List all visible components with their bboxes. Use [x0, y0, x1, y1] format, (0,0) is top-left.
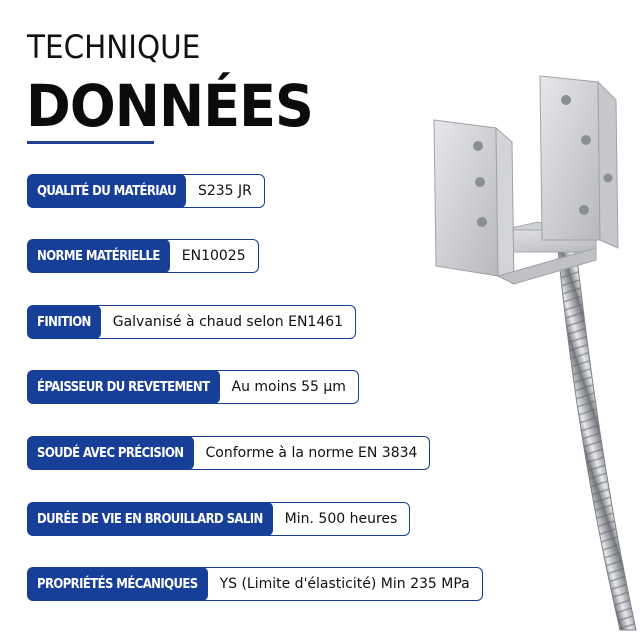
spec-row-material-quality	[27, 174, 265, 208]
spec-label: QUALITÉ DU MATÉRIAU	[27, 174, 186, 208]
page-subtitle: TECHNIQUE	[27, 28, 201, 66]
title-underline	[27, 141, 154, 144]
spec-value: Galvanisé à chaud selon EN1461	[95, 305, 356, 339]
spec-row-salt-spray-life	[27, 502, 410, 536]
spec-label: NORME MATÉRIELLE	[27, 239, 170, 273]
spec-value: EN10025	[164, 239, 259, 273]
u-post-anchor-image	[420, 70, 640, 640]
spec-value: YS (Limite d'élasticité) Min 235 MPa	[202, 567, 483, 601]
spec-row-welding	[27, 436, 430, 470]
spec-row-coating-thickness	[27, 370, 359, 404]
spec-value: Au moins 55 µm	[214, 370, 359, 404]
spec-value: Conforme à la norme EN 3834	[188, 436, 431, 470]
spec-label: PROPRIÉTÉS MÉCANIQUES	[27, 567, 208, 601]
spec-label: DURÉE DE VIE EN BROUILLARD SALIN	[27, 502, 273, 536]
spec-row-finish	[27, 305, 356, 339]
spec-row-material-standard	[27, 239, 259, 273]
spec-label: ÉPAISSEUR DU REVETEMENT	[27, 370, 220, 404]
spec-label: FINITION	[27, 305, 101, 339]
spec-value: Min. 500 heures	[267, 502, 411, 536]
page-title: DONNÉES	[26, 72, 313, 140]
spec-row-mechanical-properties	[27, 567, 483, 601]
spec-label: SOUDÉ AVEC PRÉCISION	[27, 436, 194, 470]
spec-value: S235 JR	[180, 174, 265, 208]
